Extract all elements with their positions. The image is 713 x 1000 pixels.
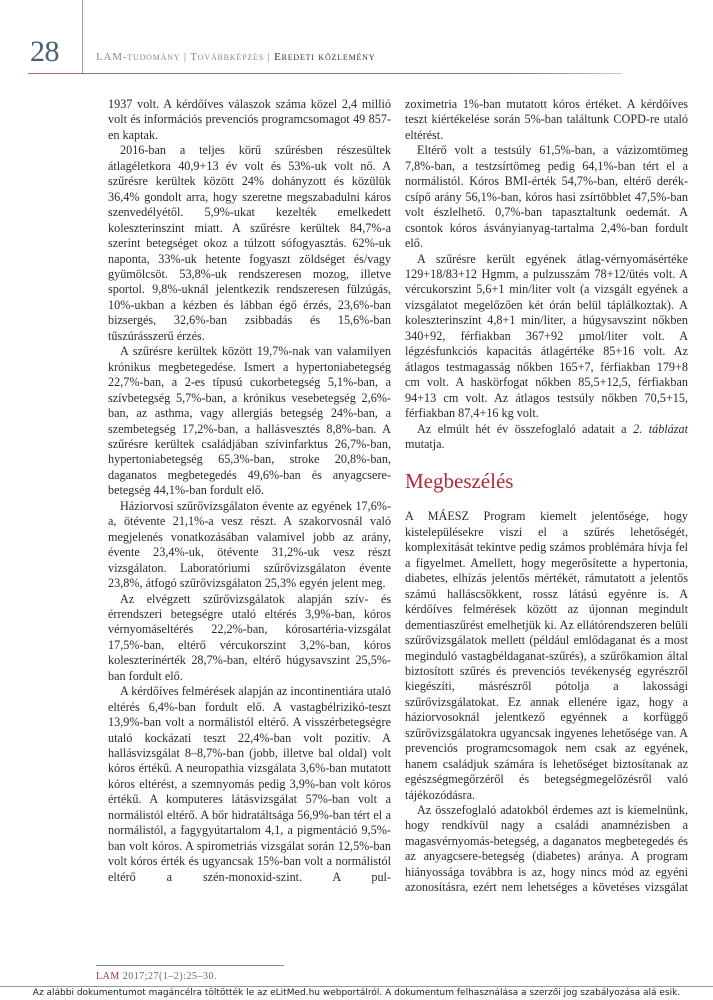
body-paragraph: zoximetria 1%-ban mutatott kóros értéket. A kérdőíves teszt kiértékelése során 5%-ban találtunk COPD-re utaló eltérést. xyxy=(405,97,688,142)
body-paragraph: Eltérő volt a testsúly 61,5%-ban, a vázizomtömeg 7,8%-ban, a testzsírtömeg pedig 64,1%-ban tért el a normálistól. Kóros BMI-érték 54,7%-ban, eltérő derék-csípő arány 56,1%-ban, kóros hasi zsírtöbblet 47,5%-ban volt észlelhető. 0,7%-ban tapasztaltunk oedemát. A csontok kóros ásványianyag-tartalma 2,4%-ban fordult elő. xyxy=(405,143,688,251)
body-paragraph: A kérdőíves felmérések alapján az incontinentiára utaló eltérés 6,4%-ban fordult elő. A vastagbélrizikó-teszt 13,9%-ban volt a normálistól eltérő. A visszérbetegségre utaló kockázati teszt 22,4%-ban volt pozitív. A hallásvizsgálat 8–8,7%-ban (jobb, illetve bal oldal) volt kóros értékű. A neuropathia vizsgálata 3,6%-ban mutatott kóros eltérést, a szemnyomás pedig 3,9%-ban volt kóros értékű. A komputeres látásvizsgálat 57%-ban volt a normálistól eltérő. A bőr hidratáltsága 56,9%-ban tért el a normálistól, a fagygyútartalom 4,1, a pigmentáció 9,5%-ban volt kóros. A spirometriás vizsgálat során 12,5%-ban volt kóros érték és ugyancsak 15%-ban volt a normálistól eltérő a szén-monoxid-szint. A pul- xyxy=(108,684,391,884)
body-paragraph: Az elvégzett szűrővizsgálatok alapján szív- és érrendszeri betegségre utaló eltérés 3,9%-ban, kóros vérnyomáseltérés 22,2%-ban, kórosartéria-vizsgálat 17,5%-ban, eltérő vércukorszint 3,2%-ban, kóros koleszterinérték 28,7%-ban, eltérő húgysavszint 25,5%-ban fordult elő. xyxy=(108,591,391,683)
download-banner: Az alábbi dokumentumot magáncélra töltötték le az eLitMed.hu webportálról. A dokumentum felhasználása a szerzői jog szabályozása alá esik. xyxy=(32,988,681,998)
page-number: 28 xyxy=(30,35,59,68)
left-column xyxy=(108,97,391,885)
running-head-separator: | xyxy=(263,51,275,63)
header-accent-rule xyxy=(28,73,82,74)
running-head-article-type: Eredeti közlemény xyxy=(274,51,376,63)
footer-citation xyxy=(96,971,217,982)
download-banner-divider xyxy=(0,986,713,987)
body-paragraph: 1937 volt. A kérdőíves válaszok száma közel 2,4 millió volt és információs prevenciós programcsomagot 49 857-en kaptak. xyxy=(108,97,391,142)
header-rule xyxy=(82,73,622,74)
footer-citation-details: 2017;27(1–2):25–30. xyxy=(119,971,217,982)
table-reference-paragraph xyxy=(405,422,688,453)
running-head-category: Továbbképzés xyxy=(190,51,264,63)
body-paragraph: 2016-ban a teljes körű szűrésben részesültek átlagéletkora 40,9+13 év volt és 53%-uk volt nő. A szűrésre kerültek között 24% dohányzott és közülük 36,4% gondolt arra, hogy szeretne megszabadulni káros szenvedélyétől. 5,9%-ukat kezelték emelkedett koleszterinszint miatt. A szűrésre kerültek 84,7%-a szerint betegséget okoz a túlzott sófogyasztás. 62%-uk naponta, 33%-uk hetente fogyaszt zöldséget és/vagy gyümölcsöt. 53,8%-uk rendszeresen mozog, illetve sportol. 9,8%-uknál jelentkezik rendszeresen fülzúgás, 10%-ukban a kézben és lábban égő érzés, 23,6%-ban bizsergés, 32,6%-ban zsibbadás és 15,6%-ban tűszúrásszerű érzés. xyxy=(108,143,391,343)
section-heading-discussion: Megbeszélés xyxy=(405,469,514,494)
running-head-section: LAM-tudomány xyxy=(96,51,181,63)
body-paragraph: A MÁESZ Program kiemelt jelentősége, hogy kistelepülésekre viszi el a szűrés lehetőségét, komplexitását tekintve pedig számos problémára hívja fel a figyelmet. Amellett, hogy megerősítette a hypertonia, diabetes, elhízás jelentős mértékét, rámutatott a jelentős számú halláscsökkent, rossz látású egyénre is. A kérdőíves felmérések között az újonnan megindult dementiaszűrést emelhetjük ki. Az ellátórendszeren belüli szűrővizsgálatok mellett (például emlődaganat és a most meginduló vastagbéldaganat-szűrés), a szűrőkamion által biztosított szűrés és prevenciós tevékenység egyrészről kiegészíti, másrészről pótolja a lakossági szűrővizsgálatokat. Ez annak ellenére igaz, hogy a háziorvosoknál jelentkező egyénnek a korfüggő szűrővizsgálatokra ugyancsak ingyenes lehetősége van. A prevenciós programcsomagok nem csak az egyének, hanem családjuk számára is lehetőséget biztosítanak az egészségmegőrzéről és betegségmegelőzésről való tájékozódásra. xyxy=(405,509,688,802)
body-paragraph: A szűrésre került egyének átlag-vérnyomásértéke 129+18/83+12 Hgmm, a pulzusszám 78+12/ütés volt. A vércukorszint 5,6+1 min/liter volt (a vizsgált egyének a vizsgálatot megelőzően két órán belül táplálkoztak). A koleszterinszint 4,8+1 min/liter, a húgysavszint nőkben 340+92, férfiakban 367+92 µmol/liter volt. A légzésfunkciós kapacitás átlagértéke 85+16 volt. Az átlagos testmagasság nőkben 165+7, férfiakban 179+8 cm volt. A haskörfogat nőkben 85,5+12,5, férfiakban 94+13 cm volt. Az átlagos testsúly nőkben 70,5+15, férfiakban 87,4+16 kg volt. xyxy=(405,251,688,421)
running-head-separator: | xyxy=(180,51,191,63)
body-paragraph: Az összefoglaló adatokból érdemes azt is kiemelnünk, hogy rendkívül nagy a családi anamnézisben a magasvérnyomás-betegség, a daganatos megbetegedés és az anyagcsere-betegség (diabetes) aránya. A program hiányossága továbbra is az, hogy nincs mód az egyéni azonosításra, ezért nem lehetséges a követéses vizsgálat xyxy=(405,803,688,895)
table-reference-link: 2. táblázat xyxy=(633,421,688,436)
table-reference-text: mutatja. xyxy=(405,436,445,451)
right-column xyxy=(405,97,688,896)
header-vertical-divider xyxy=(82,0,83,74)
footer-rule xyxy=(96,965,284,966)
table-reference-text: Az elmúlt hét év összefoglaló adatait a xyxy=(417,421,634,436)
body-paragraph: A szűrésre kerültek között 19,7%-nak van valamilyen krónikus megbetegedése. Ismert a hypertoniabetegség 22,7%-ban, a 2-es típusú cukorbetegség 5,1%-ban, a szívbetegség 5,7%-ban, a krónikus vesebetegség 2,6%-ban, az asthma, vagy allergiás betegség 24%-ban, a szembetegség 17,2%-ban, a hallásvesztés 8,8%-ban. A szűrésre kerültek családjában szívinfarktus 26,7%-ban, hypertoniabetegség 65,3%-ban, stroke 20,8%-ban, daganatos megbetegedés 49,6%-ban és anyagcsere-betegség 44,1%-ban fordult elő. xyxy=(108,344,391,498)
footer-journal-name: LAM xyxy=(96,971,120,982)
running-head xyxy=(96,51,375,63)
body-paragraph: Háziorvosi szűrővizsgálaton évente az egyének 17,6%-a, ötévente 21,1%-a vesz részt. A szakorvosnál való megjelenés vonatkozásában valamivel jobb az arány, évente 23,4%-uk, ötévente 31,2%-uk vesz részt vizsgálaton. Laboratóriumi szűrővizsgálaton évente 23,8%, átfogó szűrővizsgálaton 25,3% egyén jelent meg. xyxy=(108,498,391,591)
